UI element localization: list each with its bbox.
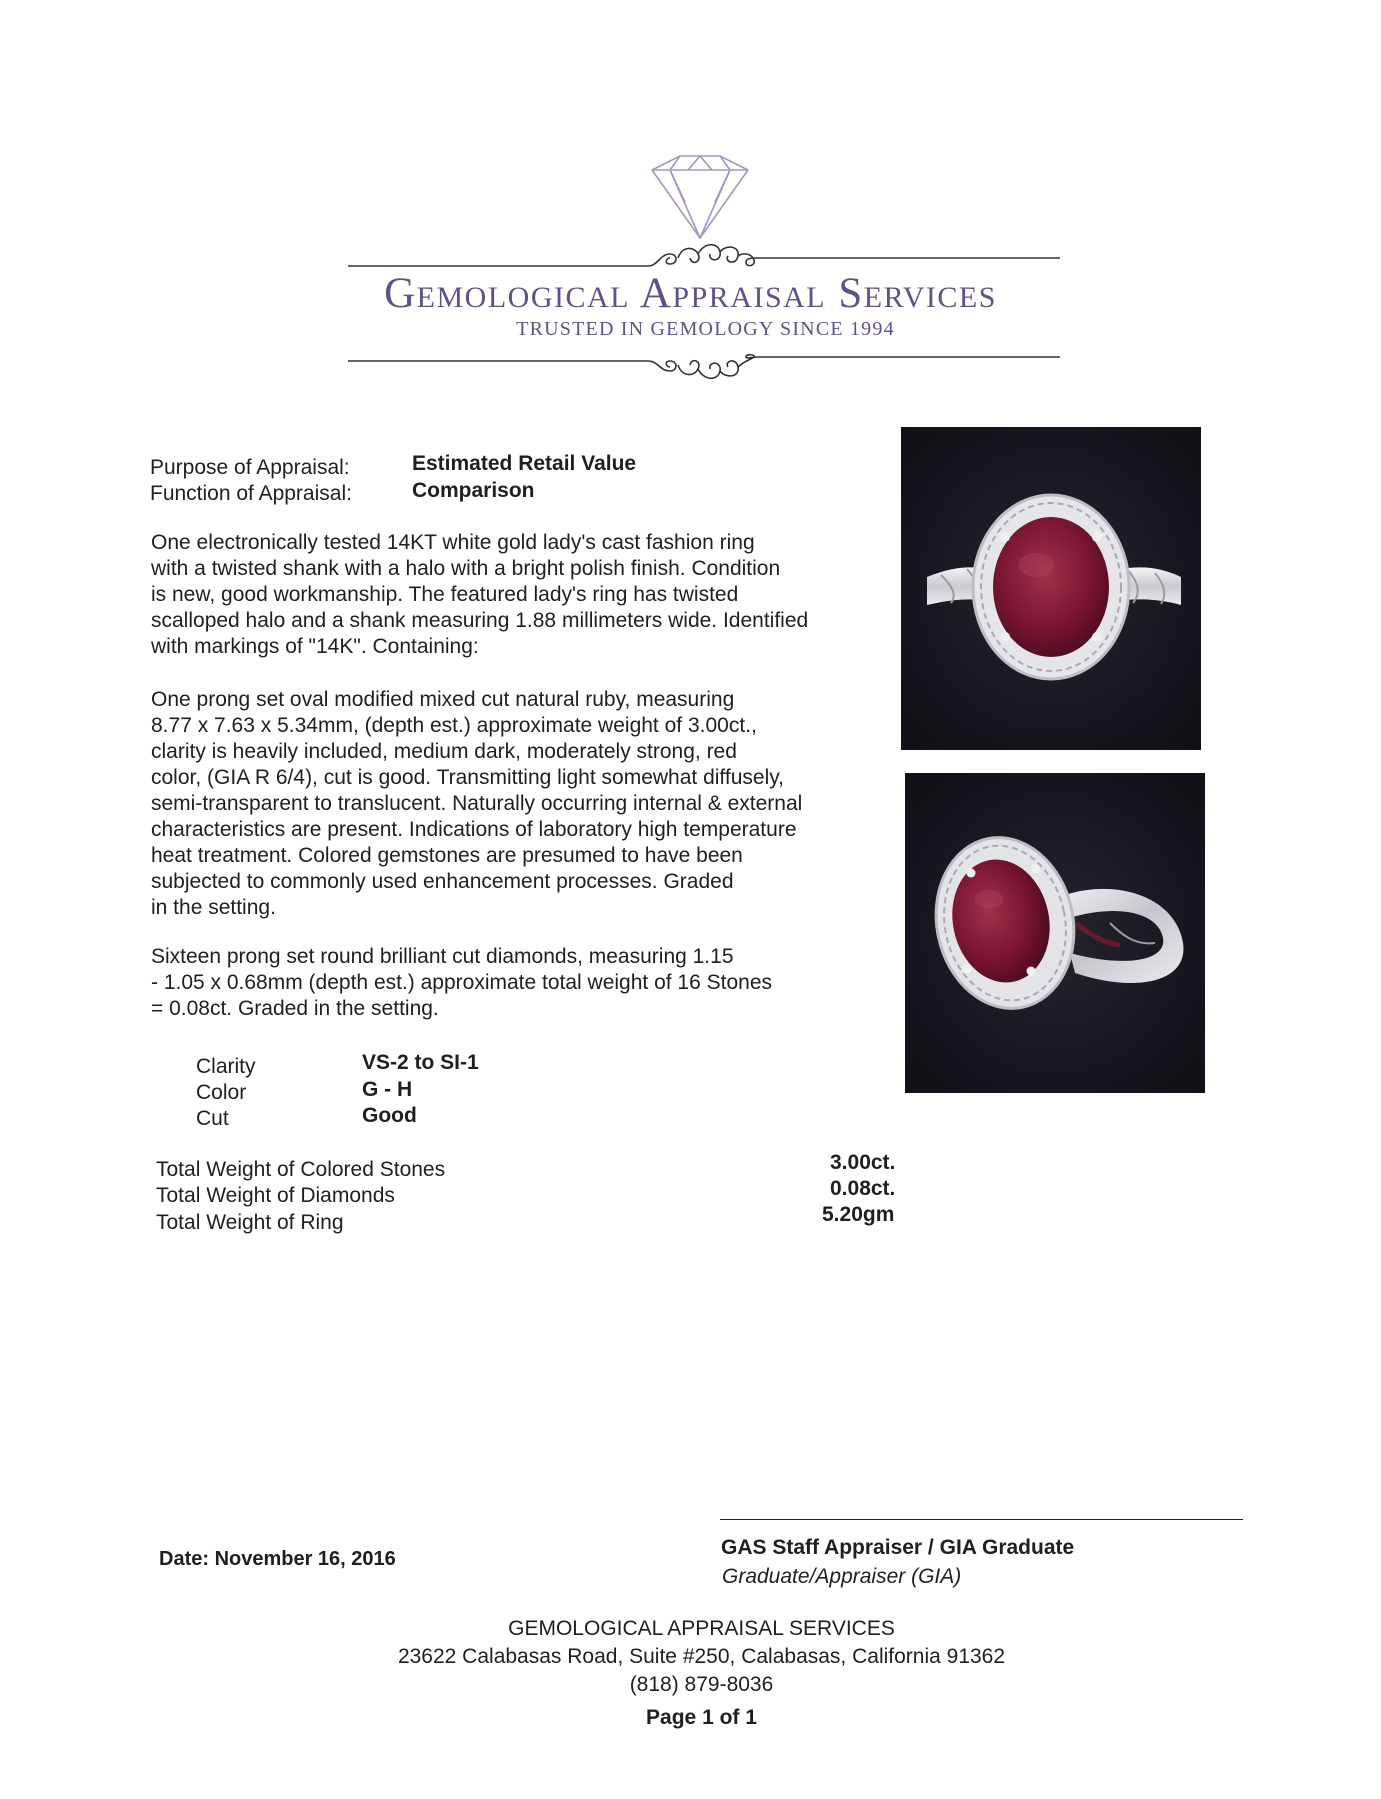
text-line: clarity is heavily included, medium dark, moderately strong, red	[151, 740, 737, 763]
brand-name: Gemological Appraisal Services	[384, 270, 997, 317]
ring-description	[151, 530, 881, 660]
total-diamonds-value: 0.08ct.	[830, 1177, 896, 1200]
total-ring-value: 5.20gm	[822, 1203, 895, 1226]
function-value: Comparison	[412, 479, 535, 502]
footer-address: 23622 Calabasas Road, Suite #250, Calabasas, California 91362	[397, 1645, 1006, 1668]
diamonds-description	[151, 944, 881, 1022]
footer-phone: (818) 879-8036	[629, 1673, 774, 1696]
text-line: subjected to commonly used enhancement processes. Graded	[151, 870, 734, 893]
text-line: One prong set oval modified mixed cut natural ruby, measuring	[151, 688, 735, 711]
text-line: scalloped halo and a shank measuring 1.88 millimeters wide. Identified	[151, 609, 809, 632]
cut-label: Cut	[196, 1107, 229, 1130]
text-line: = 0.08ct. Graded in the setting.	[151, 997, 439, 1020]
page-number: Page 1 of 1	[646, 1706, 757, 1729]
diamond-icon	[630, 152, 770, 242]
text-line: semi-transparent to translucent. Naturally occurring internal & external	[151, 792, 803, 815]
purpose-value: Estimated Retail Value	[412, 452, 637, 475]
ring-side-view-illustration	[905, 773, 1205, 1093]
appraiser-name: GAS Staff Appraiser / GIA Graduate	[721, 1536, 1075, 1559]
purpose-label: Purpose of Appraisal:	[150, 456, 350, 479]
text-line: Sixteen prong set round brilliant cut diamonds, measuring 1.15	[151, 945, 734, 968]
ornamental-divider-bottom	[348, 347, 1060, 383]
text-line: heat treatment. Colored gemstones are presumed to have been	[151, 844, 743, 867]
footer-company: GEMOLOGICAL APPRAISAL SERVICES	[508, 1617, 895, 1640]
text-line: with markings of "14K". Containing:	[151, 635, 479, 658]
ring-top-view-illustration	[901, 427, 1201, 750]
brand-tagline: TRUSTED IN GEMOLOGY SINCE 1994	[516, 318, 895, 340]
ring-photo-top-view	[901, 427, 1201, 750]
text-line: - 1.05 x 0.68mm (depth est.) approximate total weight of 16 Stones	[151, 971, 772, 994]
text-line: color, (GIA R 6/4), cut is good. Transmitting light somewhat diffusely,	[151, 766, 785, 789]
function-label: Function of Appraisal:	[150, 482, 352, 505]
text-line: in the setting.	[151, 896, 276, 919]
cut-value: Good	[362, 1104, 417, 1127]
appraiser-title: Graduate/Appraiser (GIA)	[722, 1565, 962, 1588]
total-colored-value: 3.00ct.	[830, 1151, 896, 1174]
clarity-value: VS-2 to SI-1	[362, 1051, 479, 1074]
ring-photo-side-view	[905, 773, 1205, 1093]
text-line: One electronically tested 14KT white gold lady's cast fashion ring	[151, 531, 755, 554]
color-label: Color	[196, 1081, 247, 1104]
ruby-description	[151, 687, 881, 921]
text-line: with a twisted shank with a halo with a bright polish finish. Condition	[151, 557, 781, 580]
color-value: G - H	[362, 1078, 413, 1101]
total-diamonds-label: Total Weight of Diamonds	[156, 1184, 395, 1207]
text-line: 8.77 x 7.63 x 5.34mm, (depth est.) approximate weight of 3.00ct.,	[151, 714, 757, 737]
text-line: characteristics are present. Indications of laboratory high temperature	[151, 818, 797, 841]
clarity-label: Clarity	[196, 1055, 256, 1078]
signature-line	[720, 1519, 1243, 1520]
text-line: is new, good workmanship. The featured lady's ring has twisted	[151, 583, 739, 606]
total-colored-label: Total Weight of Colored Stones	[156, 1158, 446, 1181]
total-ring-label: Total Weight of Ring	[156, 1211, 344, 1234]
appraisal-date: Date: November 16, 2016	[159, 1548, 396, 1570]
